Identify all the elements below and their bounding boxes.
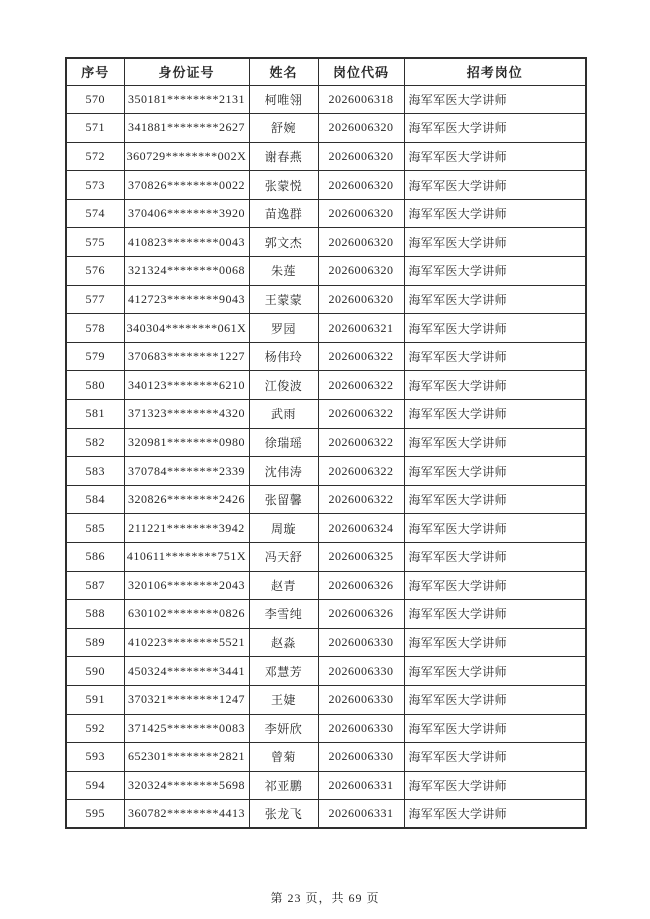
id-number-cell: 370321********1247 <box>124 685 249 714</box>
table-row <box>66 714 586 743</box>
table-row <box>66 114 586 143</box>
job-title-cell: 海军军医大学讲师 <box>404 171 586 200</box>
id-number-cell: 360729********002X <box>124 142 249 171</box>
job-code-cell: 2026006320 <box>318 228 404 257</box>
table-row <box>66 199 586 228</box>
job-title-cell: 海军军医大学讲师 <box>404 514 586 543</box>
job-title-cell: 海军军医大学讲师 <box>404 428 586 457</box>
table-row <box>66 314 586 343</box>
table-row <box>66 457 586 486</box>
id-number-cell: 321324********0068 <box>124 257 249 286</box>
name-cell: 李雪纯 <box>249 600 318 629</box>
page-number-footer: 第 23 页，共 69 页 <box>270 891 380 905</box>
name-cell: 罗园 <box>249 314 318 343</box>
job-code-cell: 2026006331 <box>318 800 404 829</box>
job-title-cell: 海军军医大学讲师 <box>404 743 586 772</box>
name-cell: 徐瑞瑶 <box>249 428 318 457</box>
id-number-cell: 350181********2131 <box>124 85 249 114</box>
table-row <box>66 85 586 114</box>
name-cell: 冯天舒 <box>249 543 318 572</box>
serial-cell: 586 <box>66 543 124 572</box>
job-code-cell: 2026006320 <box>318 257 404 286</box>
name-cell: 谢春燕 <box>249 142 318 171</box>
serial-cell: 591 <box>66 685 124 714</box>
job-title-cell: 海军军医大学讲师 <box>404 685 586 714</box>
table-row <box>66 285 586 314</box>
job-code-cell: 2026006331 <box>318 771 404 800</box>
serial-cell: 594 <box>66 771 124 800</box>
serial-cell: 577 <box>66 285 124 314</box>
header-job-title: 招考岗位 <box>404 58 586 85</box>
table-row <box>66 171 586 200</box>
name-cell: 江俊波 <box>249 371 318 400</box>
name-cell: 武雨 <box>249 400 318 429</box>
job-code-cell: 2026006326 <box>318 571 404 600</box>
name-cell: 张留馨 <box>249 485 318 514</box>
job-code-cell: 2026006322 <box>318 485 404 514</box>
table-row <box>66 743 586 772</box>
id-number-cell: 320324********5698 <box>124 771 249 800</box>
id-number-cell: 340304********061X <box>124 314 249 343</box>
table-row <box>66 400 586 429</box>
job-code-cell: 2026006330 <box>318 743 404 772</box>
serial-cell: 570 <box>66 85 124 114</box>
job-code-cell: 2026006320 <box>318 199 404 228</box>
id-number-cell: 370406********3920 <box>124 199 249 228</box>
id-number-cell: 630102********0826 <box>124 600 249 629</box>
job-title-cell: 海军军医大学讲师 <box>404 371 586 400</box>
job-title-cell: 海军军医大学讲师 <box>404 600 586 629</box>
name-cell: 杨伟玲 <box>249 342 318 371</box>
serial-cell: 581 <box>66 400 124 429</box>
job-code-cell: 2026006330 <box>318 628 404 657</box>
serial-cell: 575 <box>66 228 124 257</box>
serial-cell: 584 <box>66 485 124 514</box>
id-number-cell: 211221********3942 <box>124 514 249 543</box>
name-cell: 舒婉 <box>249 114 318 143</box>
job-code-cell: 2026006320 <box>318 142 404 171</box>
candidate-roster-table <box>65 57 587 829</box>
job-code-cell: 2026006330 <box>318 685 404 714</box>
job-title-cell: 海军军医大学讲师 <box>404 485 586 514</box>
job-title-cell: 海军军医大学讲师 <box>404 285 586 314</box>
serial-cell: 588 <box>66 600 124 629</box>
name-cell: 柯唯翎 <box>249 85 318 114</box>
name-cell: 周璇 <box>249 514 318 543</box>
serial-cell: 593 <box>66 743 124 772</box>
id-number-cell: 320981********0980 <box>124 428 249 457</box>
table-body <box>66 85 586 828</box>
id-number-cell: 341881********2627 <box>124 114 249 143</box>
table-row <box>66 257 586 286</box>
name-cell: 邓慧芳 <box>249 657 318 686</box>
serial-cell: 572 <box>66 142 124 171</box>
serial-cell: 573 <box>66 171 124 200</box>
table-row <box>66 371 586 400</box>
header-name: 姓名 <box>249 58 318 85</box>
table-row <box>66 514 586 543</box>
job-title-cell: 海军军医大学讲师 <box>404 543 586 572</box>
job-title-cell: 海军军医大学讲师 <box>404 199 586 228</box>
header-serial: 序号 <box>66 58 124 85</box>
serial-cell: 585 <box>66 514 124 543</box>
id-number-cell: 652301********2821 <box>124 743 249 772</box>
name-cell: 苗逸群 <box>249 199 318 228</box>
name-cell: 王蒙蒙 <box>249 285 318 314</box>
job-code-cell: 2026006322 <box>318 400 404 429</box>
id-number-cell: 370683********1227 <box>124 342 249 371</box>
name-cell: 王婕 <box>249 685 318 714</box>
name-cell: 郭文杰 <box>249 228 318 257</box>
table-row <box>66 600 586 629</box>
job-title-cell: 海军军医大学讲师 <box>404 342 586 371</box>
id-number-cell: 410611********751X <box>124 543 249 572</box>
table-row <box>66 657 586 686</box>
job-code-cell: 2026006324 <box>318 514 404 543</box>
job-title-cell: 海军军医大学讲师 <box>404 657 586 686</box>
job-code-cell: 2026006330 <box>318 657 404 686</box>
job-title-cell: 海军军医大学讲师 <box>404 257 586 286</box>
job-title-cell: 海军军医大学讲师 <box>404 142 586 171</box>
id-number-cell: 370826********0022 <box>124 171 249 200</box>
serial-cell: 595 <box>66 800 124 829</box>
serial-cell: 574 <box>66 199 124 228</box>
table-row <box>66 428 586 457</box>
serial-cell: 576 <box>66 257 124 286</box>
serial-cell: 587 <box>66 571 124 600</box>
name-cell: 张蒙悦 <box>249 171 318 200</box>
job-code-cell: 2026006320 <box>318 285 404 314</box>
id-number-cell: 320106********2043 <box>124 571 249 600</box>
serial-cell: 571 <box>66 114 124 143</box>
job-title-cell: 海军军医大学讲师 <box>404 800 586 829</box>
job-code-cell: 2026006325 <box>318 543 404 572</box>
job-title-cell: 海军军医大学讲师 <box>404 400 586 429</box>
id-number-cell: 412723********9043 <box>124 285 249 314</box>
table-row <box>66 628 586 657</box>
table-header-row <box>66 58 586 85</box>
job-title-cell: 海军军医大学讲师 <box>404 771 586 800</box>
table-row <box>66 228 586 257</box>
serial-cell: 578 <box>66 314 124 343</box>
job-title-cell: 海军军医大学讲师 <box>404 228 586 257</box>
job-code-cell: 2026006322 <box>318 342 404 371</box>
name-cell: 李妍欣 <box>249 714 318 743</box>
job-code-cell: 2026006320 <box>318 171 404 200</box>
job-title-cell: 海军军医大学讲师 <box>404 571 586 600</box>
name-cell: 赵青 <box>249 571 318 600</box>
serial-cell: 583 <box>66 457 124 486</box>
id-number-cell: 370784********2339 <box>124 457 249 486</box>
table-row <box>66 543 586 572</box>
name-cell: 朱莲 <box>249 257 318 286</box>
job-title-cell: 海军军医大学讲师 <box>404 628 586 657</box>
table-row <box>66 142 586 171</box>
job-code-cell: 2026006318 <box>318 85 404 114</box>
job-code-cell: 2026006326 <box>318 600 404 629</box>
job-title-cell: 海军军医大学讲师 <box>404 714 586 743</box>
id-number-cell: 360782********4413 <box>124 800 249 829</box>
serial-cell: 579 <box>66 342 124 371</box>
table-row <box>66 342 586 371</box>
job-code-cell: 2026006322 <box>318 457 404 486</box>
id-number-cell: 371323********4320 <box>124 400 249 429</box>
table-row <box>66 571 586 600</box>
header-id-number: 身份证号 <box>124 58 249 85</box>
table-row <box>66 771 586 800</box>
job-code-cell: 2026006330 <box>318 714 404 743</box>
name-cell: 赵淼 <box>249 628 318 657</box>
job-code-cell: 2026006322 <box>318 428 404 457</box>
id-number-cell: 320826********2426 <box>124 485 249 514</box>
id-number-cell: 371425********0083 <box>124 714 249 743</box>
table-row <box>66 485 586 514</box>
name-cell: 沈伟涛 <box>249 457 318 486</box>
job-code-cell: 2026006321 <box>318 314 404 343</box>
job-code-cell: 2026006322 <box>318 371 404 400</box>
id-number-cell: 410823********0043 <box>124 228 249 257</box>
serial-cell: 580 <box>66 371 124 400</box>
id-number-cell: 340123********6210 <box>124 371 249 400</box>
id-number-cell: 450324********3441 <box>124 657 249 686</box>
name-cell: 祁亚鹏 <box>249 771 318 800</box>
job-title-cell: 海军军医大学讲师 <box>404 314 586 343</box>
id-number-cell: 410223********5521 <box>124 628 249 657</box>
name-cell: 张龙飞 <box>249 800 318 829</box>
job-title-cell: 海军军医大学讲师 <box>404 85 586 114</box>
job-title-cell: 海军军医大学讲师 <box>404 114 586 143</box>
serial-cell: 589 <box>66 628 124 657</box>
name-cell: 曾菊 <box>249 743 318 772</box>
job-title-cell: 海军军医大学讲师 <box>404 457 586 486</box>
table-row <box>66 685 586 714</box>
serial-cell: 590 <box>66 657 124 686</box>
job-code-cell: 2026006320 <box>318 114 404 143</box>
table-row <box>66 800 586 829</box>
serial-cell: 582 <box>66 428 124 457</box>
serial-cell: 592 <box>66 714 124 743</box>
header-job-code: 岗位代码 <box>318 58 404 85</box>
